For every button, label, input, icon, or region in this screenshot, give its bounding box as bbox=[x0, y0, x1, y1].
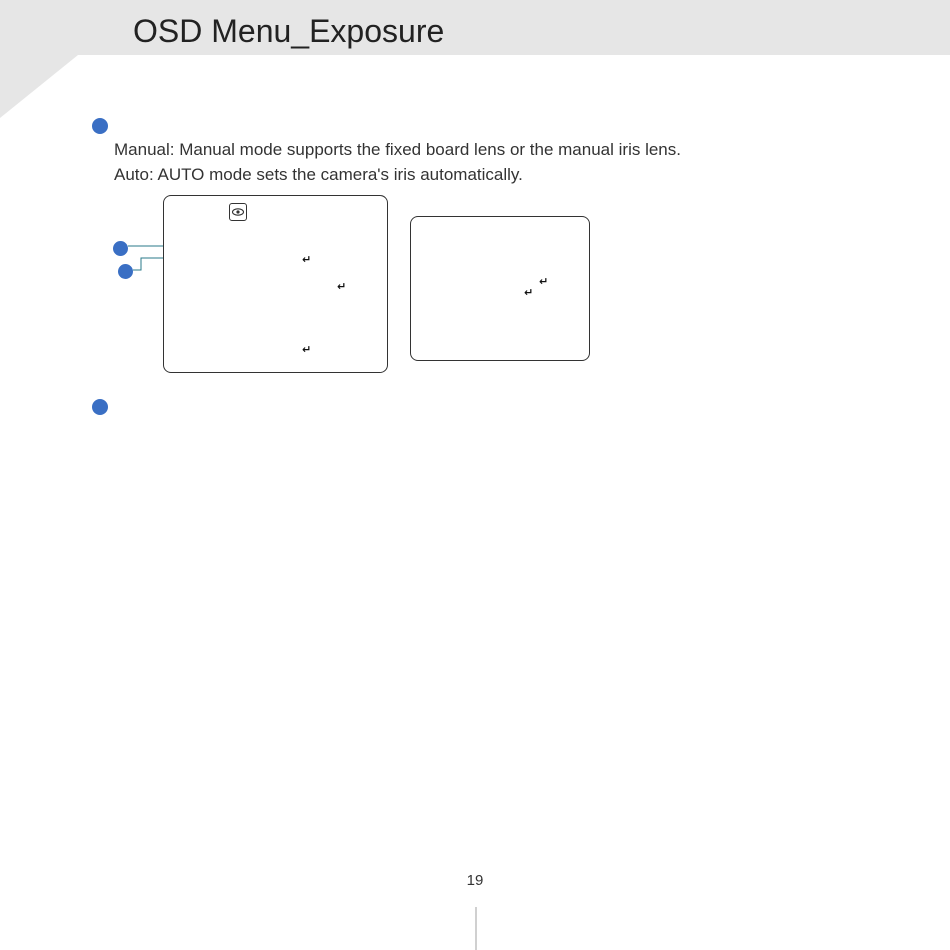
callout-marker-1 bbox=[113, 241, 128, 256]
page-title: OSD Menu_Exposure bbox=[133, 13, 445, 49]
auto-description: Auto: AUTO mode sets the camera's iris automatically. bbox=[114, 165, 523, 184]
footer-divider bbox=[475, 907, 477, 950]
enter-icon: ↵ bbox=[539, 276, 549, 288]
section-bullet-1 bbox=[92, 118, 108, 134]
enter-icon: ↵ bbox=[302, 344, 312, 356]
manual-description: Manual: Manual mode supports the fixed board lens or the manual iris lens. bbox=[114, 140, 681, 159]
header-corner-decoration bbox=[0, 55, 78, 118]
enter-icon: ↵ bbox=[302, 254, 312, 266]
callout-marker-2 bbox=[118, 264, 133, 279]
enter-icon: ↵ bbox=[337, 281, 347, 293]
exposure-icon bbox=[229, 203, 247, 221]
section-bullet-2 bbox=[92, 399, 108, 415]
enter-icon: ↵ bbox=[524, 287, 534, 299]
osd-menu-sub bbox=[410, 216, 590, 361]
osd-menu-main bbox=[163, 195, 388, 373]
page-number: 19 bbox=[466, 872, 484, 889]
